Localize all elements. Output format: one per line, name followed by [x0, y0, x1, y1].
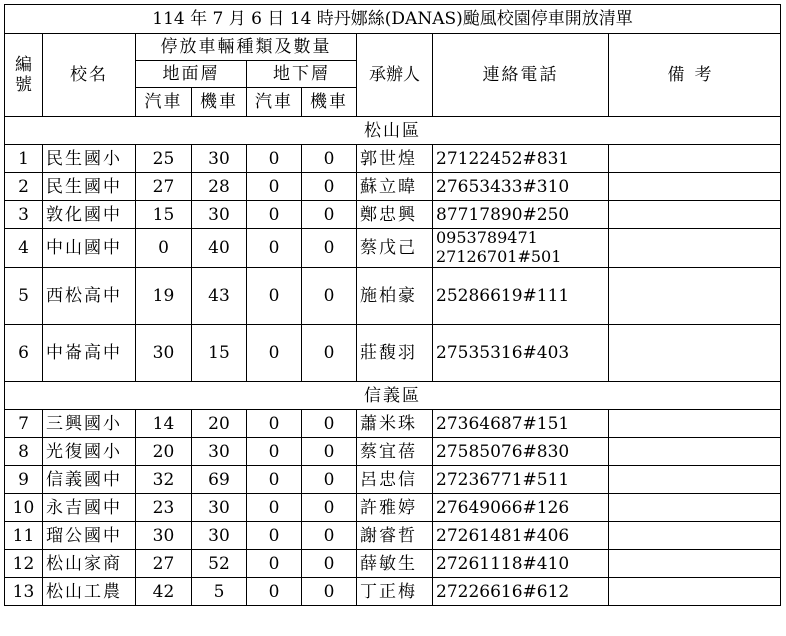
underground-car-count: 0 — [247, 494, 302, 522]
phone-number — [433, 268, 609, 325]
remark — [609, 410, 781, 438]
contact-person: 鄭忠興 — [357, 201, 433, 229]
header-phone: 連絡電話 — [433, 34, 609, 117]
ground-car-count: 32 — [136, 466, 192, 494]
underground-scooter-count: 0 — [302, 550, 357, 578]
contact-person: 呂忠信 — [357, 466, 433, 494]
phone-line: 27226616#612 — [436, 581, 570, 602]
phone-number — [433, 550, 609, 578]
ground-car-count: 23 — [136, 494, 192, 522]
contact-person: 郭世煌 — [357, 145, 433, 173]
remark — [609, 229, 781, 268]
ground-car-count: 25 — [136, 145, 192, 173]
ground-scooter-count: 15 — [192, 325, 247, 382]
row-number: 2 — [5, 173, 43, 201]
phone-number — [433, 325, 609, 382]
ground-scooter-count: 20 — [192, 410, 247, 438]
remark — [609, 466, 781, 494]
underground-scooter-count: 0 — [302, 145, 357, 173]
underground-scooter-count: 0 — [302, 201, 357, 229]
ground-scooter-count: 69 — [192, 466, 247, 494]
underground-scooter-count: 0 — [302, 268, 357, 325]
school-name: 光復國小 — [43, 438, 136, 466]
remark — [609, 494, 781, 522]
ground-car-count: 30 — [136, 325, 192, 382]
parking-table — [4, 4, 781, 606]
row-number: 3 — [5, 201, 43, 229]
ground-car-count: 15 — [136, 201, 192, 229]
ground-scooter-count: 40 — [192, 229, 247, 268]
district-header: 信義區 — [5, 382, 781, 410]
phone-line: 27126701#501 — [436, 247, 562, 266]
underground-car-count: 0 — [247, 466, 302, 494]
phone-number — [433, 201, 609, 229]
phone-number — [433, 466, 609, 494]
ground-car-count: 20 — [136, 438, 192, 466]
school-name: 民生國中 — [43, 173, 136, 201]
header-underground-car: 汽車 — [247, 88, 302, 117]
phone-number — [433, 578, 609, 606]
school-name: 信義國中 — [43, 466, 136, 494]
contact-person: 蘇立暐 — [357, 173, 433, 201]
header-contact: 承辦人 — [357, 34, 433, 117]
table-row — [5, 466, 781, 494]
phone-line: 0953789471 — [436, 228, 538, 247]
ground-scooter-count: 52 — [192, 550, 247, 578]
remark — [609, 578, 781, 606]
ground-car-count: 27 — [136, 173, 192, 201]
underground-scooter-count: 0 — [302, 325, 357, 382]
row-number: 10 — [5, 494, 43, 522]
row-number: 1 — [5, 145, 43, 173]
header-ground: 地面層 — [136, 61, 247, 88]
ground-car-count: 14 — [136, 410, 192, 438]
table-row — [5, 229, 781, 268]
row-number: 13 — [5, 578, 43, 606]
header-underground: 地下層 — [247, 61, 357, 88]
contact-person: 蔡戊己 — [357, 229, 433, 268]
table-row — [5, 494, 781, 522]
phone-line: 27364687#151 — [436, 413, 570, 434]
remark — [609, 325, 781, 382]
table-row — [5, 578, 781, 606]
school-name: 中崙高中 — [43, 325, 136, 382]
underground-scooter-count: 0 — [302, 466, 357, 494]
district-header: 松山區 — [5, 117, 781, 145]
row-number: 7 — [5, 410, 43, 438]
phone-number — [433, 229, 609, 268]
table-row — [5, 410, 781, 438]
header-school: 校名 — [43, 34, 136, 117]
phone-line: 27535316#403 — [436, 343, 570, 363]
ground-scooter-count: 5 — [192, 578, 247, 606]
phone-number — [433, 438, 609, 466]
contact-person: 謝睿哲 — [357, 522, 433, 550]
table-row — [5, 173, 781, 201]
underground-car-count: 0 — [247, 410, 302, 438]
phone-number — [433, 494, 609, 522]
school-name: 永吉國中 — [43, 494, 136, 522]
remark — [609, 550, 781, 578]
ground-scooter-count: 30 — [192, 522, 247, 550]
row-number: 5 — [5, 268, 43, 325]
remark — [609, 438, 781, 466]
phone-line: 87717890#250 — [436, 204, 570, 225]
school-name: 瑠公國中 — [43, 522, 136, 550]
phone-number — [433, 522, 609, 550]
table-row — [5, 268, 781, 325]
ground-car-count: 0 — [136, 229, 192, 268]
remark — [609, 522, 781, 550]
ground-car-count: 27 — [136, 550, 192, 578]
school-name: 西松高中 — [43, 268, 136, 325]
underground-car-count: 0 — [247, 578, 302, 606]
phone-line: 27261481#406 — [436, 525, 570, 546]
phone-line: 25286619#111 — [436, 286, 570, 306]
phone-line: 27122452#831 — [436, 148, 570, 169]
contact-person: 丁正梅 — [357, 578, 433, 606]
row-number: 4 — [5, 229, 43, 268]
row-number: 11 — [5, 522, 43, 550]
ground-scooter-count: 43 — [192, 268, 247, 325]
remark — [609, 268, 781, 325]
underground-car-count: 0 — [247, 173, 302, 201]
header-number-text: 編號 — [15, 55, 32, 95]
underground-scooter-count: 0 — [302, 522, 357, 550]
phone-line: 27649066#126 — [436, 497, 570, 518]
remark — [609, 201, 781, 229]
contact-person: 蔡宜蓓 — [357, 438, 433, 466]
phone-number — [433, 410, 609, 438]
header-remarks: 備考 — [609, 34, 781, 117]
school-name: 敦化國中 — [43, 201, 136, 229]
header-parking-types: 停放車輛種類及數量 — [136, 34, 357, 61]
header-ground-scooter: 機車 — [192, 88, 247, 117]
ground-car-count: 19 — [136, 268, 192, 325]
phone-line: 27653433#310 — [436, 176, 570, 197]
row-number: 8 — [5, 438, 43, 466]
underground-scooter-count: 0 — [302, 229, 357, 268]
underground-scooter-count: 0 — [302, 173, 357, 201]
row-number: 12 — [5, 550, 43, 578]
phone-line: 27585076#830 — [436, 441, 570, 462]
table-row — [5, 550, 781, 578]
table-row — [5, 325, 781, 382]
school-name: 松山家商 — [43, 550, 136, 578]
table-row — [5, 145, 781, 173]
header-ground-car: 汽車 — [136, 88, 192, 117]
underground-car-count: 0 — [247, 550, 302, 578]
ground-scooter-count: 30 — [192, 494, 247, 522]
ground-scooter-count: 30 — [192, 201, 247, 229]
ground-car-count: 42 — [136, 578, 192, 606]
underground-scooter-count: 0 — [302, 578, 357, 606]
school-name: 松山工農 — [43, 578, 136, 606]
underground-car-count: 0 — [247, 325, 302, 382]
underground-car-count: 0 — [247, 522, 302, 550]
ground-scooter-count: 30 — [192, 145, 247, 173]
remark — [609, 145, 781, 173]
school-name: 中山國中 — [43, 229, 136, 268]
phone-line: 27236771#511 — [436, 469, 570, 490]
table-row — [5, 201, 781, 229]
row-number: 9 — [5, 466, 43, 494]
ground-scooter-count: 30 — [192, 438, 247, 466]
phone-line: 27261118#410 — [436, 553, 570, 574]
contact-person: 施柏豪 — [357, 268, 433, 325]
ground-scooter-count: 28 — [192, 173, 247, 201]
school-name: 三興國小 — [43, 410, 136, 438]
remark — [609, 173, 781, 201]
underground-car-count: 0 — [247, 145, 302, 173]
contact-person: 蕭米珠 — [357, 410, 433, 438]
ground-car-count: 30 — [136, 522, 192, 550]
header-underground-scooter: 機車 — [302, 88, 357, 117]
underground-scooter-count: 0 — [302, 494, 357, 522]
phone-number — [433, 145, 609, 173]
underground-car-count: 0 — [247, 201, 302, 229]
page-title: 114 年 7 月 6 日 14 時丹娜絲(DANAS)颱風校園停車開放清單 — [5, 5, 781, 34]
underground-car-count: 0 — [247, 438, 302, 466]
phone-number — [433, 173, 609, 201]
school-name: 民生國小 — [43, 145, 136, 173]
table-row — [5, 438, 781, 466]
contact-person: 許雅婷 — [357, 494, 433, 522]
underground-car-count: 0 — [247, 268, 302, 325]
header-number — [5, 34, 43, 117]
underground-scooter-count: 0 — [302, 438, 357, 466]
contact-person: 莊馥羽 — [357, 325, 433, 382]
table-row — [5, 522, 781, 550]
row-number: 6 — [5, 325, 43, 382]
underground-scooter-count: 0 — [302, 410, 357, 438]
table-body — [5, 117, 781, 606]
contact-person: 薛敏生 — [357, 550, 433, 578]
underground-car-count: 0 — [247, 229, 302, 268]
